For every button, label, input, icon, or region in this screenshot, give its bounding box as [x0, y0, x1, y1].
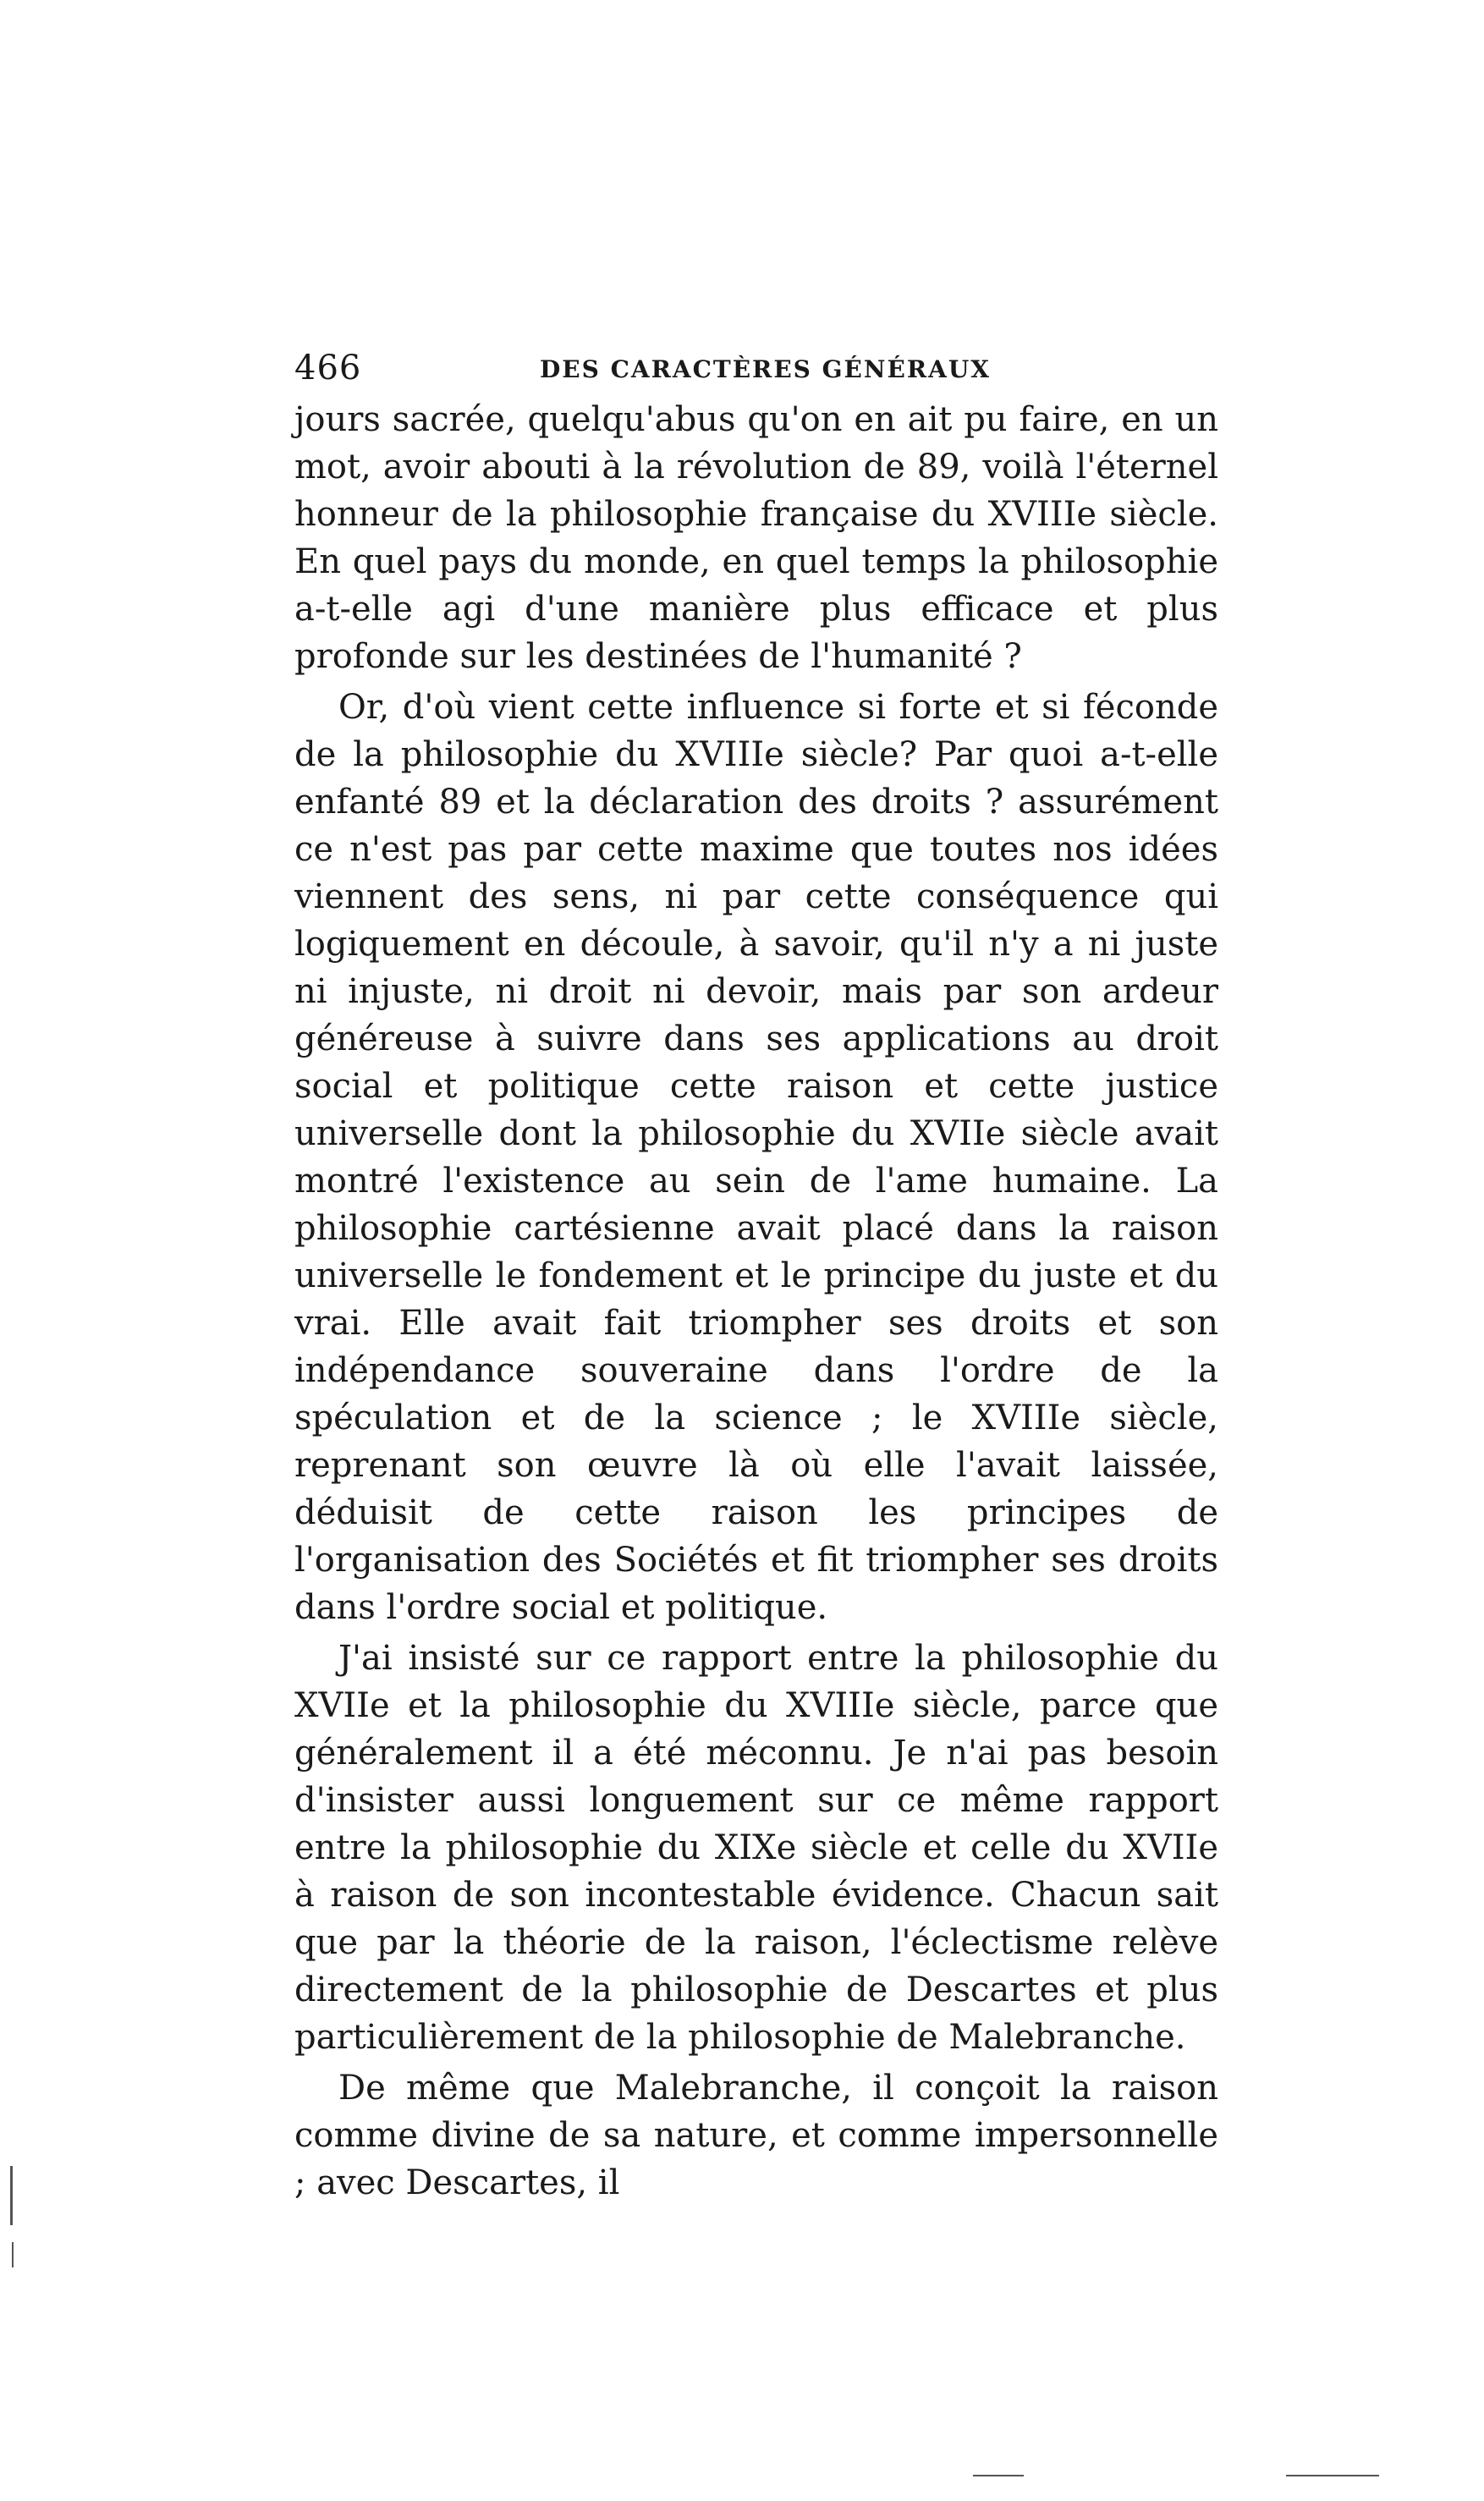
- scan-artifact: [10, 2166, 13, 2225]
- running-title: DES CARACTÈRES GÉNÉRAUX: [540, 355, 991, 383]
- paragraph-3: J'ai insisté sur ce rapport entre la philosophie du XVIIe et la philosophie du XVIIIe siècle, parce que généralement il a été méconnu. Je n'ai pas besoin d'insister aussi longuement sur ce même rapport entre la philosophie du XIXe siècle et celle du XVIIe à raison de son incontestable évidence. Chacun sait que par la théorie de la raison, l'éclectisme relève directement de la philosophie de Descartes et plus particulièrement de la philosophie de Malebranche.: [294, 1639, 1218, 2057]
- paragraph-1: jours sacrée, quelqu'abus qu'on en ait pu faire, en un mot, avoir abouti à la révolution de 89, voilà l'éternel honneur de la philosophie française du XVIIIe siècle. En quel pays du monde, en quel temps la philosophie a-t-elle agi d'une manière plus efficace et plus profonde sur les destinées de l'humanité ?: [294, 400, 1218, 676]
- scan-artifact: [12, 2242, 14, 2267]
- paragraph-4: De même que Malebranche, il conçoit la raison comme divine de sa nature, et comme impersonnelle ; avec Descartes, il: [294, 2069, 1218, 2202]
- paragraph-2: Or, d'où vient cette influence si forte et si féconde de la philosophie du XVIIIe siècle? Par quoi a-t-elle enfanté 89 et la déclaration des droits ? assurément ce n'est pas par cette maxime que toutes nos idées viennent des sens, ni par cette conséquence qui logiquement en découle, à savoir, qu'il n'y a ni juste ni injuste, ni droit ni devoir, mais par son ardeur généreuse à suivre dans ses applications au droit social et politique cette raison et cette justice universelle dont la philosophie du XVIIe siècle avait montré l'existence au sein de l'ame humaine. La philosophie cartésienne avait placé dans la raison universelle le fondement et le principe du juste et du vrai. Elle avait fait triompher ses droits et son indépendance souveraine dans l'ordre de la spéculation et de la science ; le XVIIIe siècle, reprenant son œuvre là où elle l'avait laissée, déduisit de cette raison les principes de l'organisation des Sociétés et fit triompher ses droits dans l'ordre social et politique.: [294, 688, 1218, 1627]
- scan-artifact: [1286, 2475, 1379, 2476]
- scan-artifact: [973, 2475, 1024, 2476]
- page-number: 466: [294, 349, 362, 388]
- running-head: [294, 349, 1217, 399]
- body-text: [294, 396, 1218, 2207]
